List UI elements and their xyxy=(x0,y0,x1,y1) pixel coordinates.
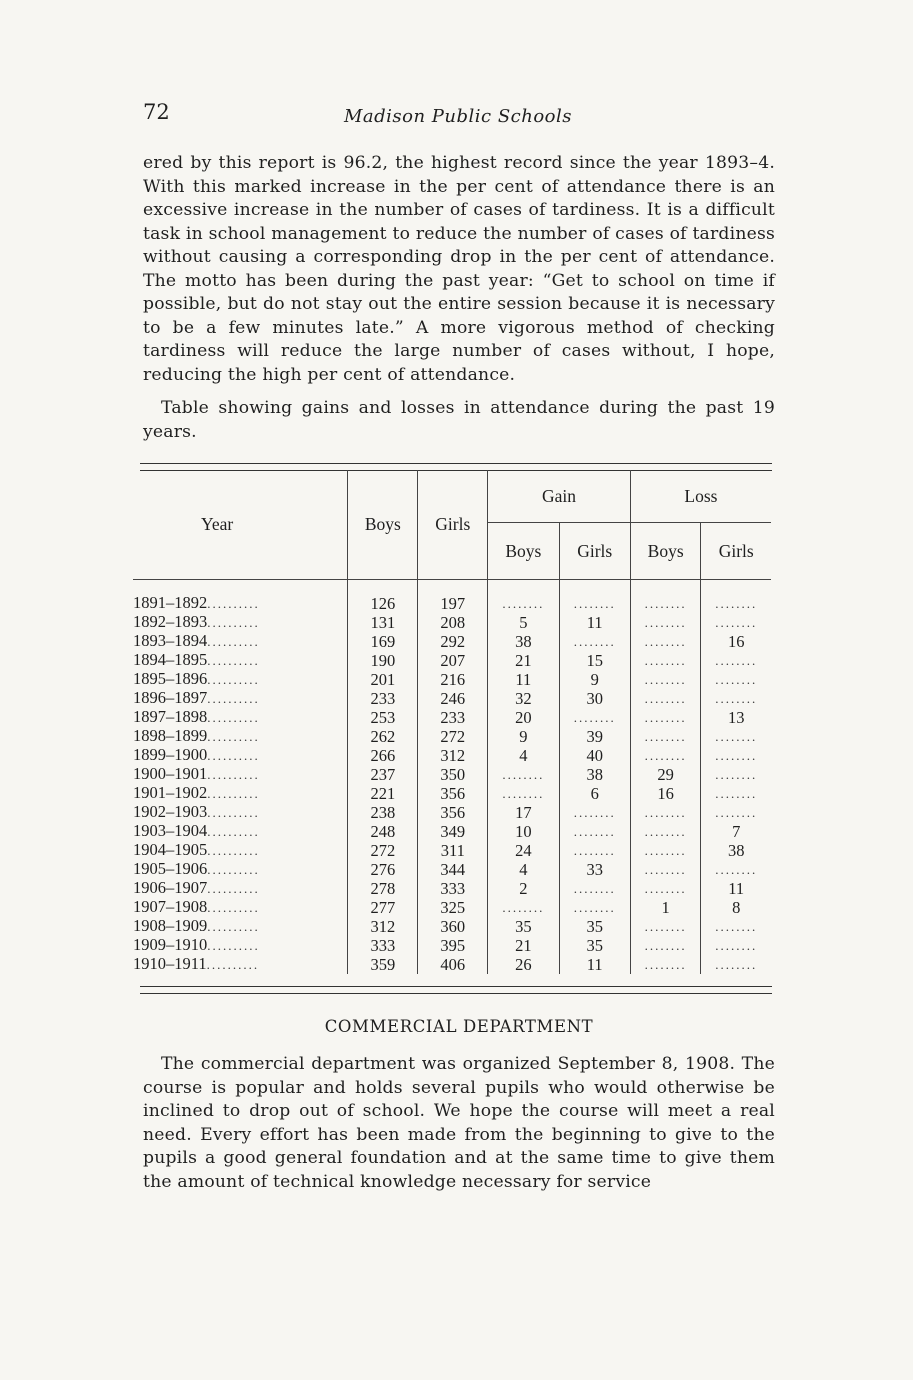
leader-dots: .......... xyxy=(207,596,260,611)
girls-cell: 246 xyxy=(418,689,488,708)
year-label: 1897–1898 xyxy=(133,708,208,726)
year-cell xyxy=(133,917,348,936)
empty-dots: ........ xyxy=(715,786,758,801)
loss-girls-cell xyxy=(701,936,771,955)
loss-girls-cell xyxy=(701,689,771,708)
boys-cell: 238 xyxy=(348,803,418,822)
table-row xyxy=(133,879,771,898)
boys-cell: 131 xyxy=(348,613,418,632)
page-header xyxy=(143,100,773,134)
gain-boys-cell: 26 xyxy=(488,955,559,974)
boys-cell: 359 xyxy=(348,955,418,974)
gain-boys-cell: 11 xyxy=(488,670,559,689)
loss-boys-cell xyxy=(630,632,701,651)
gain-boys-cell: 9 xyxy=(488,727,559,746)
loss-girls-cell xyxy=(701,917,771,936)
gain-boys-cell: 5 xyxy=(488,613,559,632)
year-label: 1891–1892 xyxy=(133,594,208,612)
loss-girls-cell: 8 xyxy=(701,898,771,917)
leader-dots: .......... xyxy=(207,634,260,649)
leader-dots: .......... xyxy=(207,767,260,782)
empty-dots: ........ xyxy=(644,634,687,649)
girls-cell: 349 xyxy=(418,822,488,841)
empty-dots: ........ xyxy=(715,672,758,687)
leader-dots: .......... xyxy=(207,691,260,706)
loss-girls-cell: 38 xyxy=(701,841,771,860)
gain-boys-header: Boys xyxy=(488,523,559,580)
boys-cell: 126 xyxy=(348,594,418,613)
intro-text: ered by this report is 96.2, the highest record since the year 1893–4. With this marked increase in the per cent of attendance there is an excessive increase in the number of cases of tardiness. It is a difficult task in school management to reduce the number of cases of tardiness without causing a corresponding drop in the per cent of attendance. The motto has been during the past year: “Get to school on time if possible, but do not stay out the entire session because it is necessary to be a few minutes late.” A more vigorous method of checking tardiness will reduce the large number of cases without, I hope, reducing the high per cent of attendance. xyxy=(143,153,775,385)
attendance-table xyxy=(133,470,771,974)
loss-boys-cell: 16 xyxy=(630,784,701,803)
empty-dots: ........ xyxy=(644,938,687,953)
loss-girls-cell xyxy=(701,860,771,879)
gain-boys-cell: 21 xyxy=(488,936,559,955)
table-row xyxy=(133,765,771,784)
gain-boys-cell: 38 xyxy=(488,632,559,651)
table-row xyxy=(133,670,771,689)
girls-cell: 312 xyxy=(418,746,488,765)
table-row xyxy=(133,651,771,670)
year-label: 1905–1906 xyxy=(133,860,208,878)
empty-dots: ........ xyxy=(715,729,758,744)
year-cell xyxy=(133,879,348,898)
gain-girls-cell xyxy=(559,841,630,860)
year-cell xyxy=(133,841,348,860)
empty-dots: ........ xyxy=(715,748,758,763)
gain-girls-cell: 40 xyxy=(559,746,630,765)
empty-dots: ........ xyxy=(573,900,616,915)
empty-dots: ........ xyxy=(573,843,616,858)
gain-boys-cell: 20 xyxy=(488,708,559,727)
empty-dots: ........ xyxy=(715,862,758,877)
year-cell xyxy=(133,651,348,670)
boys-cell: 233 xyxy=(348,689,418,708)
empty-dots: ........ xyxy=(573,805,616,820)
year-cell xyxy=(133,898,348,917)
gain-boys-cell: 21 xyxy=(488,651,559,670)
empty-dots: ........ xyxy=(644,957,687,972)
table-row xyxy=(133,746,771,765)
leader-dots: .......... xyxy=(207,938,260,953)
year-label: 1907–1908 xyxy=(133,898,208,916)
table-row xyxy=(133,784,771,803)
table-row xyxy=(133,727,771,746)
empty-dots: ........ xyxy=(644,691,687,706)
year-cell xyxy=(133,784,348,803)
year-cell xyxy=(133,936,348,955)
boys-cell: 266 xyxy=(348,746,418,765)
gain-girls-cell: 35 xyxy=(559,917,630,936)
loss-girls-cell xyxy=(701,803,771,822)
gain-boys-cell xyxy=(488,594,559,613)
year-label: 1895–1896 xyxy=(133,670,208,688)
year-label: 1909–1910 xyxy=(133,936,208,954)
boys-cell: 277 xyxy=(348,898,418,917)
loss-boys-cell: 29 xyxy=(630,765,701,784)
loss-girls-cell xyxy=(701,727,771,746)
empty-dots: ........ xyxy=(715,691,758,706)
gain-girls-cell xyxy=(559,803,630,822)
table-row xyxy=(133,841,771,860)
loss-girls-cell xyxy=(701,670,771,689)
table-caption xyxy=(143,397,775,444)
loss-boys-cell xyxy=(630,936,701,955)
empty-dots: ........ xyxy=(644,919,687,934)
girls-cell: 233 xyxy=(418,708,488,727)
gain-girls-header: Girls xyxy=(559,523,630,580)
table-row xyxy=(133,803,771,822)
gain-boys-cell: 2 xyxy=(488,879,559,898)
gain-header: Gain xyxy=(488,470,631,523)
gain-boys-cell xyxy=(488,765,559,784)
girls-cell: 207 xyxy=(418,651,488,670)
year-cell xyxy=(133,689,348,708)
girls-cell: 197 xyxy=(418,594,488,613)
leader-dots: .......... xyxy=(207,862,260,877)
loss-boys-cell xyxy=(630,746,701,765)
girls-cell: 406 xyxy=(418,955,488,974)
empty-dots: ........ xyxy=(644,881,687,896)
empty-dots: ........ xyxy=(644,862,687,877)
page-number: 72 xyxy=(143,100,170,124)
boys-cell: 248 xyxy=(348,822,418,841)
loss-boys-cell xyxy=(630,670,701,689)
empty-dots: ........ xyxy=(715,919,758,934)
gain-girls-cell: 11 xyxy=(559,613,630,632)
year-cell xyxy=(133,708,348,727)
year-label: 1904–1905 xyxy=(133,841,208,859)
empty-dots: ........ xyxy=(715,596,758,611)
table-row xyxy=(133,632,771,651)
commercial-paragraph xyxy=(143,1053,775,1194)
gain-girls-cell xyxy=(559,632,630,651)
table-row xyxy=(133,936,771,955)
year-label: 1899–1900 xyxy=(133,746,208,764)
gain-boys-cell: 24 xyxy=(488,841,559,860)
leader-dots: .......... xyxy=(207,710,260,725)
gain-girls-cell xyxy=(559,822,630,841)
loss-header: Loss xyxy=(630,470,771,523)
gain-girls-cell: 38 xyxy=(559,765,630,784)
loss-girls-cell xyxy=(701,613,771,632)
year-label: 1910–1911 xyxy=(133,955,207,973)
leader-dots: .......... xyxy=(207,919,260,934)
gain-girls-cell: 11 xyxy=(559,955,630,974)
empty-dots: ........ xyxy=(715,615,758,630)
loss-girls-cell xyxy=(701,955,771,974)
gain-girls-cell: 35 xyxy=(559,936,630,955)
boys-cell: 276 xyxy=(348,860,418,879)
empty-dots: ........ xyxy=(502,596,545,611)
loss-boys-cell xyxy=(630,879,701,898)
loss-girls-cell xyxy=(701,784,771,803)
table-row xyxy=(133,594,771,613)
gain-boys-cell: 4 xyxy=(488,860,559,879)
loss-girls-cell: 11 xyxy=(701,879,771,898)
girls-cell: 292 xyxy=(418,632,488,651)
empty-dots: ........ xyxy=(573,824,616,839)
year-label: 1894–1895 xyxy=(133,651,208,669)
empty-dots: ........ xyxy=(715,938,758,953)
loss-girls-cell: 13 xyxy=(701,708,771,727)
empty-dots: ........ xyxy=(644,729,687,744)
year-cell xyxy=(133,746,348,765)
loss-girls-header: Girls xyxy=(701,523,771,580)
loss-girls-cell xyxy=(701,765,771,784)
leader-dots: .......... xyxy=(207,748,260,763)
table-caption-text: Table showing gains and losses in attendance during the past 19 years. xyxy=(143,398,775,442)
table-row xyxy=(133,689,771,708)
leader-dots: .......... xyxy=(207,672,260,687)
table-row xyxy=(133,898,771,917)
girls-cell: 272 xyxy=(418,727,488,746)
year-cell xyxy=(133,594,348,613)
table-bottom-rule xyxy=(140,986,772,994)
loss-girls-cell xyxy=(701,746,771,765)
table-row xyxy=(133,860,771,879)
girls-cell: 216 xyxy=(418,670,488,689)
loss-boys-cell: 1 xyxy=(630,898,701,917)
boys-cell: 272 xyxy=(348,841,418,860)
year-label: 1900–1901 xyxy=(133,765,208,783)
loss-boys-cell xyxy=(630,917,701,936)
empty-dots: ........ xyxy=(715,653,758,668)
gain-boys-cell: 32 xyxy=(488,689,559,708)
loss-boys-cell xyxy=(630,822,701,841)
leader-dots: .......... xyxy=(207,786,260,801)
gain-girls-cell xyxy=(559,879,630,898)
year-label: 1892–1893 xyxy=(133,613,208,631)
table-row xyxy=(133,613,771,632)
girls-cell: 395 xyxy=(418,936,488,955)
leader-dots: .......... xyxy=(206,957,260,972)
loss-boys-cell xyxy=(630,594,701,613)
year-label: 1893–1894 xyxy=(133,632,208,650)
empty-dots: ........ xyxy=(502,786,545,801)
gain-girls-cell: 30 xyxy=(559,689,630,708)
year-label: 1906–1907 xyxy=(133,879,208,897)
empty-dots: ........ xyxy=(644,748,687,763)
attendance-table-body xyxy=(133,580,771,975)
boys-header: Boys xyxy=(348,470,418,580)
table-row xyxy=(133,917,771,936)
empty-dots: ........ xyxy=(644,596,687,611)
loss-boys-cell xyxy=(630,860,701,879)
boys-cell: 237 xyxy=(348,765,418,784)
year-cell xyxy=(133,613,348,632)
boys-cell: 333 xyxy=(348,936,418,955)
gain-boys-cell: 10 xyxy=(488,822,559,841)
year-label: 1901–1902 xyxy=(133,784,208,802)
girls-cell: 356 xyxy=(418,803,488,822)
table-row xyxy=(133,708,771,727)
gain-girls-cell: 6 xyxy=(559,784,630,803)
gain-girls-cell xyxy=(559,708,630,727)
loss-boys-cell xyxy=(630,708,701,727)
year-label: 1903–1904 xyxy=(133,822,208,840)
year-cell xyxy=(133,822,348,841)
empty-dots: ........ xyxy=(573,634,616,649)
empty-dots: ........ xyxy=(715,767,758,782)
year-label: 1896–1897 xyxy=(133,689,208,707)
commercial-text: The commercial department was organized September 8, 1908. The course is popular and holds several pupils who would otherwise be inclined to drop out of school. We hope the course will meet a real need. Every effort has been made from the beginning to give to the pupils a good general foundation and at the same time to give them the amount of technical knowledge necessary for service xyxy=(143,1054,775,1192)
loss-girls-cell: 7 xyxy=(701,822,771,841)
empty-dots: ........ xyxy=(502,900,545,915)
year-cell xyxy=(133,803,348,822)
boys-cell: 312 xyxy=(348,917,418,936)
empty-dots: ........ xyxy=(715,805,758,820)
boys-cell: 169 xyxy=(348,632,418,651)
loss-boys-cell xyxy=(630,651,701,670)
loss-boys-cell xyxy=(630,689,701,708)
boys-cell: 262 xyxy=(348,727,418,746)
empty-dots: ........ xyxy=(644,672,687,687)
year-cell xyxy=(133,765,348,784)
leader-dots: .......... xyxy=(207,729,260,744)
empty-dots: ........ xyxy=(644,615,687,630)
empty-dots: ........ xyxy=(644,805,687,820)
year-label: 1898–1899 xyxy=(133,727,208,745)
boys-cell: 278 xyxy=(348,879,418,898)
gain-girls-cell xyxy=(559,898,630,917)
girls-cell: 356 xyxy=(418,784,488,803)
loss-girls-cell: 16 xyxy=(701,632,771,651)
boys-cell: 201 xyxy=(348,670,418,689)
intro-paragraph xyxy=(143,152,775,387)
girls-cell: 325 xyxy=(418,898,488,917)
year-cell xyxy=(133,955,348,974)
year-cell xyxy=(133,860,348,879)
leader-dots: .......... xyxy=(207,805,260,820)
empty-dots: ........ xyxy=(715,957,758,972)
empty-dots: ........ xyxy=(644,824,687,839)
running-title: Madison Public Schools xyxy=(343,106,573,127)
gain-girls-cell: 15 xyxy=(559,651,630,670)
year-cell xyxy=(133,670,348,689)
leader-dots: .......... xyxy=(207,843,260,858)
empty-dots: ........ xyxy=(573,596,616,611)
loss-boys-cell xyxy=(630,803,701,822)
year-cell xyxy=(133,727,348,746)
year-label: 1902–1903 xyxy=(133,803,208,821)
loss-girls-cell xyxy=(701,594,771,613)
gain-girls-cell xyxy=(559,594,630,613)
girls-cell: 333 xyxy=(418,879,488,898)
loss-boys-cell xyxy=(630,841,701,860)
gain-boys-cell: 17 xyxy=(488,803,559,822)
empty-dots: ........ xyxy=(644,653,687,668)
girls-cell: 350 xyxy=(418,765,488,784)
loss-boys-cell xyxy=(630,727,701,746)
gain-girls-cell: 39 xyxy=(559,727,630,746)
empty-dots: ........ xyxy=(573,881,616,896)
girls-cell: 311 xyxy=(418,841,488,860)
boys-cell: 221 xyxy=(348,784,418,803)
year-cell xyxy=(133,632,348,651)
gain-boys-cell: 35 xyxy=(488,917,559,936)
loss-boys-cell xyxy=(630,955,701,974)
gain-girls-cell: 9 xyxy=(559,670,630,689)
empty-dots: ........ xyxy=(644,710,687,725)
table-row xyxy=(133,955,771,974)
gain-boys-cell xyxy=(488,898,559,917)
girls-cell: 344 xyxy=(418,860,488,879)
girls-cell: 208 xyxy=(418,613,488,632)
empty-dots: ........ xyxy=(573,710,616,725)
leader-dots: .......... xyxy=(207,653,260,668)
leader-dots: .......... xyxy=(207,615,260,630)
leader-dots: .......... xyxy=(207,881,260,896)
loss-girls-cell xyxy=(701,651,771,670)
section-heading: COMMERCIAL DEPARTMENT xyxy=(324,1017,594,1036)
boys-cell: 253 xyxy=(348,708,418,727)
leader-dots: .......... xyxy=(207,824,260,839)
empty-dots: ........ xyxy=(644,843,687,858)
gain-boys-cell xyxy=(488,784,559,803)
table-row xyxy=(133,822,771,841)
year-header: Year xyxy=(201,514,234,534)
leader-dots: .......... xyxy=(207,900,260,915)
gain-girls-cell: 33 xyxy=(559,860,630,879)
empty-dots: ........ xyxy=(502,767,545,782)
girls-cell: 360 xyxy=(418,917,488,936)
year-label: 1908–1909 xyxy=(133,917,208,935)
boys-cell: 190 xyxy=(348,651,418,670)
loss-boys-header: Boys xyxy=(630,523,701,580)
girls-header: Girls xyxy=(418,470,488,580)
loss-boys-cell xyxy=(630,613,701,632)
gain-boys-cell: 4 xyxy=(488,746,559,765)
